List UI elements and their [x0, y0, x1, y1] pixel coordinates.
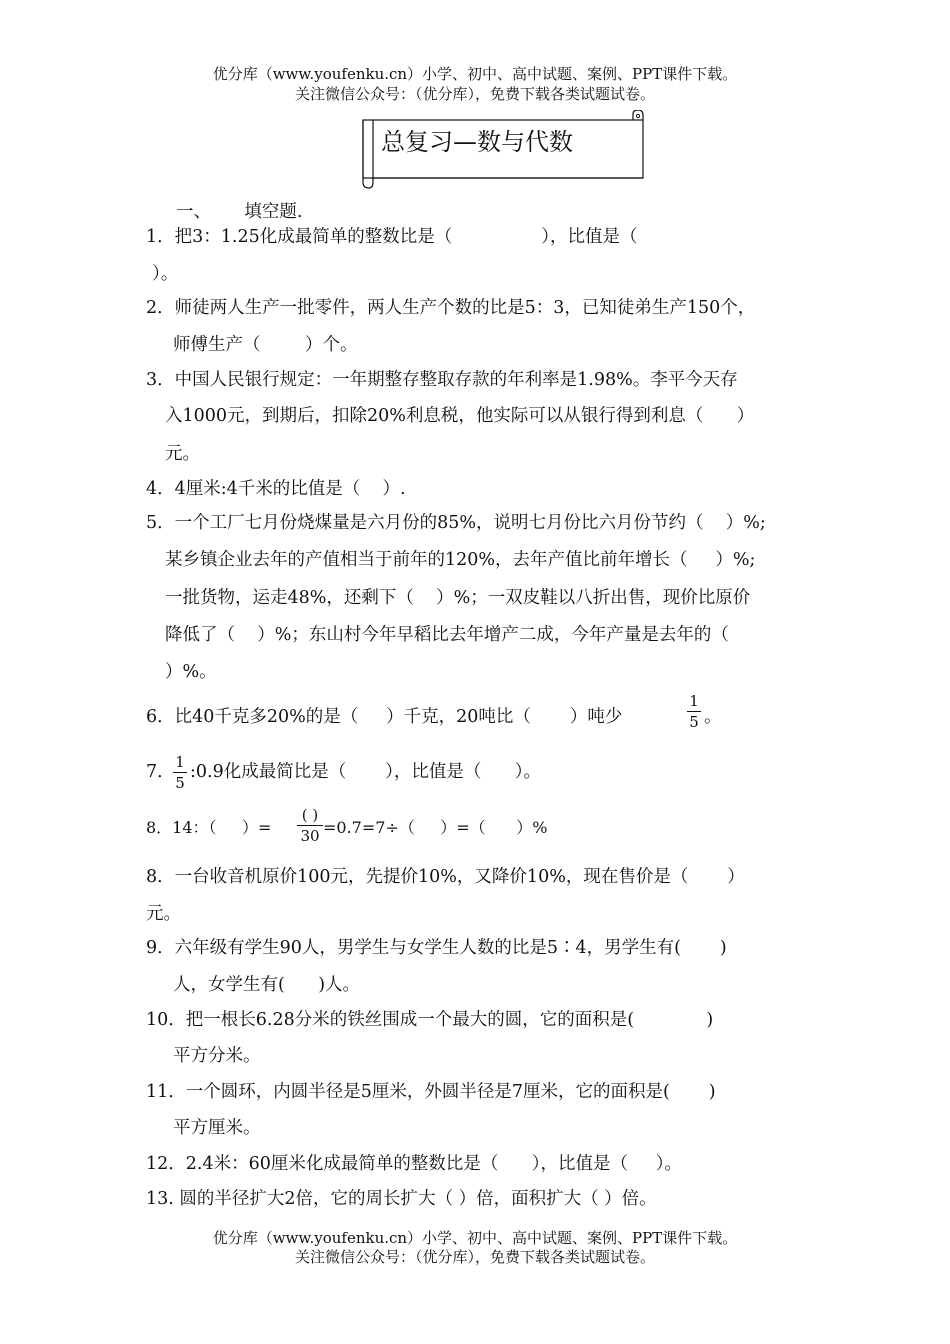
question-8b-line-1: 8．一台收音机原价100元，先提价10%，又降价10%，现在售价是（ ）: [146, 867, 745, 887]
question-1-line-1: 1．把3：1.25化成最简单的整数比是（ ），比值是（: [146, 227, 638, 247]
question-2-line-2: 师傅生产（ ）个。: [173, 335, 358, 355]
header-line-2: 关注微信公众号：（优分库），免费下载各类试题试卷。: [294, 85, 655, 103]
fraction-bar: [173, 772, 187, 773]
page-title: 总复习—数与代数: [381, 128, 573, 156]
fraction-numerator: 1: [689, 692, 699, 710]
fraction-blank-over-30: [297, 806, 323, 845]
question-5-line-1: 5．一个工厂七月份烧煤量是六月份的85%，说明七月份比六月份节约（ ）%;: [146, 513, 766, 533]
fraction-one-fifth-q7: [173, 753, 187, 792]
question-2-line-1: 2．师徒两人生产一批零件，两人生产个数的比是5：3，已知徒弟生产150个，: [146, 298, 756, 318]
question-7: :0.9化成最简比是（ ），比值是（ ）。: [190, 762, 542, 782]
section-heading: 一、 填空题.: [176, 202, 303, 222]
question-10-line-2: 平方分米。: [173, 1046, 261, 1066]
question-10-line-1: 10．把一根长6.28分米的铁丝围成一个最大的圆，它的面积是( ): [146, 1010, 714, 1030]
question-5-line-4: 降低了（ ）%；东山村今年早稻比去年增产二成，今年产量是去年的（: [165, 625, 729, 645]
question-7-number: 7．: [146, 762, 175, 782]
header-line-1: 优分库（www.youfenku.cn）小学、初中、高中试题、案例、PPT课件下载。: [212, 65, 738, 83]
question-3-line-1: 3．中国人民银行规定：一年期整存整取存款的年利率是1.98%。李平今天存: [146, 370, 738, 390]
question-13: 13. 圆的半径扩大2倍，它的周长扩大（ ）倍，面积扩大（ ）倍。: [146, 1189, 657, 1209]
fraction-denominator: 30: [300, 827, 320, 845]
question-5-line-3: 一批货物，运走48%，还剩下（ ）%；一双皮鞋以八折出售，现价比原价: [165, 588, 751, 608]
question-9-line-1: 9．六年级有学生90人，男学生与女学生人数的比是5∶4，男学生有( ): [146, 938, 727, 958]
question-8b-line-2: 元。: [146, 904, 181, 924]
fraction-bar: [687, 711, 701, 712]
question-8-end: =0.7=7÷（ ）=（ ）%: [323, 818, 548, 837]
question-4: 4．4厘米:4千米的比值是（ ）.: [146, 479, 406, 499]
question-3-line-3: 元。: [165, 444, 200, 464]
fraction-denominator: 5: [689, 713, 699, 731]
fraction-bar: [297, 825, 323, 826]
question-5-line-2: 某乡镇企业去年的产值相当于前年的120%，去年产值比前年增长（ ）%;: [165, 550, 756, 570]
footer-line-2: 关注微信公众号：（优分库），免费下载各类试题试卷。: [294, 1248, 655, 1266]
fraction-numerator: ( ): [301, 806, 319, 824]
question-6: 6．比40千克多20%的是（ ）千克，20吨比（ ）吨少: [146, 707, 623, 727]
fraction-one-fifth: [687, 692, 701, 731]
question-3-line-2: 入1000元，到期后，扣除20%利息税，他实际可以从银行得到利息（ ）: [165, 406, 755, 426]
question-9-line-2: 人，女学生有( )人。: [173, 975, 361, 995]
footer-line-1: 优分库（www.youfenku.cn）小学、初中、高中试题、案例、PPT课件下载。: [212, 1229, 738, 1247]
question-11-line-2: 平方厘米。: [173, 1118, 261, 1138]
question-11-line-1: 11．一个圆环，内圆半径是5厘米，外圆半径是7厘米，它的面积是( ): [146, 1082, 716, 1102]
question-5-line-5: ）%。: [165, 662, 217, 682]
question-8-start: 8．14：（ ）=: [146, 818, 272, 837]
question-1-line-2: ）。: [152, 264, 179, 284]
question-6-end: 。: [704, 707, 722, 727]
question-12: 12．2.4米：60厘米化成最简单的整数比是（ ），比值是（ ）。: [146, 1154, 683, 1174]
fraction-numerator: 1: [175, 753, 185, 771]
fraction-denominator: 5: [175, 774, 185, 792]
